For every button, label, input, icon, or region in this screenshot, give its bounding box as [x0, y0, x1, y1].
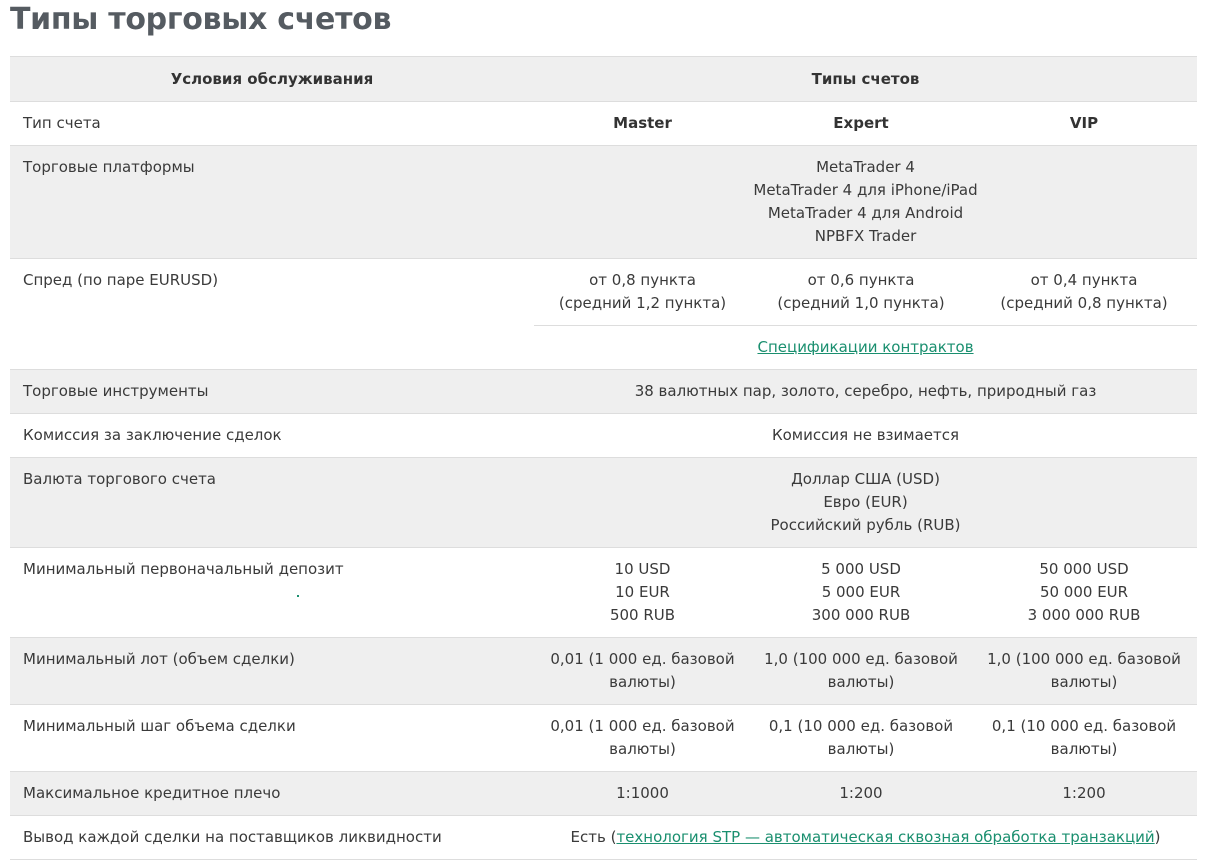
row-label: Спред (по паре EURUSD)	[10, 259, 534, 370]
row-label: Минимальный лот (объем сделки)	[10, 638, 534, 705]
spread-average: (средний 1,0 пункта)	[777, 294, 945, 312]
platform-item: MetaTrader 4 для Android	[767, 204, 964, 222]
spec-link-cell	[534, 326, 1197, 370]
min-lot-vip: 1,0 (100 000 ед. базовой валюты)	[971, 638, 1197, 705]
currency-list	[534, 458, 1197, 548]
deposit-value: 50 000 USD	[1039, 560, 1129, 578]
header-account-types: Типы счетов	[534, 57, 1197, 102]
deposit-value: 10 USD	[614, 560, 671, 578]
min-step-vip: 0,1 (10 000 ед. базовой валюты)	[971, 705, 1197, 772]
table-row-platforms	[10, 146, 1197, 259]
spread-average: (средний 0,8 пункта)	[1000, 294, 1168, 312]
table-row-currency	[10, 458, 1197, 548]
deposit-vip	[971, 548, 1197, 638]
commission-value: Комиссия не взимается	[534, 414, 1197, 458]
deposit-master	[534, 548, 751, 638]
row-label: Торговые инструменты	[10, 370, 534, 414]
min-lot-master: 0,01 (1 000 ед. базовой валюты)	[534, 638, 751, 705]
deposit-value: 5 000 USD	[821, 560, 901, 578]
deposit-value: 3 000 000 RUB	[1027, 606, 1141, 624]
account-types-table	[10, 56, 1197, 860]
stp-value	[534, 816, 1197, 860]
min-step-expert: 0,1 (10 000 ед. базовой валюты)	[751, 705, 971, 772]
table-row-stp	[10, 816, 1197, 860]
deposit-value: 10 EUR	[615, 583, 670, 601]
spread-value: от 0,4 пункта	[1030, 271, 1138, 289]
currency-item: Доллар США (USD)	[791, 470, 940, 488]
account-master: Master	[534, 102, 751, 146]
spread-average: (средний 1,2 пункта)	[558, 294, 727, 312]
spread-master	[534, 259, 751, 326]
leverage-expert: 1:200	[751, 772, 971, 816]
platform-item: NPBFX Trader	[814, 227, 917, 245]
stp-prefix: Есть (	[570, 828, 617, 846]
stp-technology-link[interactable]: технология STP — автоматическая сквозная обработка транзакций	[616, 828, 1155, 846]
min-lot-expert: 1,0 (100 000 ед. базовой валюты)	[751, 638, 971, 705]
table-row-instruments	[10, 370, 1197, 414]
table-row-commission	[10, 414, 1197, 458]
stp-suffix: )	[1154, 828, 1161, 846]
leverage-vip: 1:200	[971, 772, 1197, 816]
spread-expert	[751, 259, 971, 326]
row-label: Валюта торгового счета	[10, 458, 534, 548]
row-label: Минимальный шаг объема сделки	[10, 705, 534, 772]
account-vip: VIP	[971, 102, 1197, 146]
row-label: Торговые платформы	[10, 146, 534, 259]
row-label: Вывод каждой сделки на поставщиков ликвидности	[10, 816, 534, 860]
page-title: Типы торговых счетов	[10, 2, 392, 37]
platform-item: MetaTrader 4	[816, 158, 915, 176]
table-row-deposit	[10, 548, 1197, 638]
spread-vip	[971, 259, 1197, 326]
table-row-min-step	[10, 705, 1197, 772]
deposit-label-cell	[10, 548, 534, 638]
platform-item: MetaTrader 4 для iPhone/iPad	[753, 181, 978, 199]
currency-item: Евро (EUR)	[823, 493, 908, 511]
min-step-master: 0,01 (1 000 ед. базовой валюты)	[534, 705, 751, 772]
decorative-dot	[297, 595, 299, 597]
table-row-min-lot	[10, 638, 1197, 705]
deposit-value: 50 000 EUR	[1039, 583, 1129, 601]
row-label: Тип счета	[10, 102, 534, 146]
platforms-list	[534, 146, 1197, 259]
table-row-leverage	[10, 772, 1197, 816]
deposit-value: 500 RUB	[609, 606, 676, 624]
account-expert: Expert	[751, 102, 971, 146]
table-header-row	[10, 57, 1197, 102]
deposit-value: 300 000 RUB	[811, 606, 911, 624]
spread-value: от 0,6 пункта	[807, 271, 915, 289]
deposit-value: 5 000 EUR	[821, 583, 901, 601]
deposit-expert	[751, 548, 971, 638]
header-conditions: Условия обслуживания	[10, 57, 534, 102]
row-label: Комиссия за заключение сделок	[10, 414, 534, 458]
contract-specs-link[interactable]: Спецификации контрактов	[757, 338, 974, 356]
currency-item: Российский рубль (RUB)	[770, 516, 961, 534]
row-label: Минимальный первоначальный депозит	[23, 560, 344, 578]
table-row-spread	[10, 259, 1197, 326]
instruments-value: 38 валютных пар, золото, серебро, нефть, природный газ	[534, 370, 1197, 414]
leverage-master: 1:1000	[534, 772, 751, 816]
table-row-account-type	[10, 102, 1197, 146]
row-label: Максимальное кредитное плечо	[10, 772, 534, 816]
spread-value: от 0,8 пункта	[589, 271, 696, 289]
